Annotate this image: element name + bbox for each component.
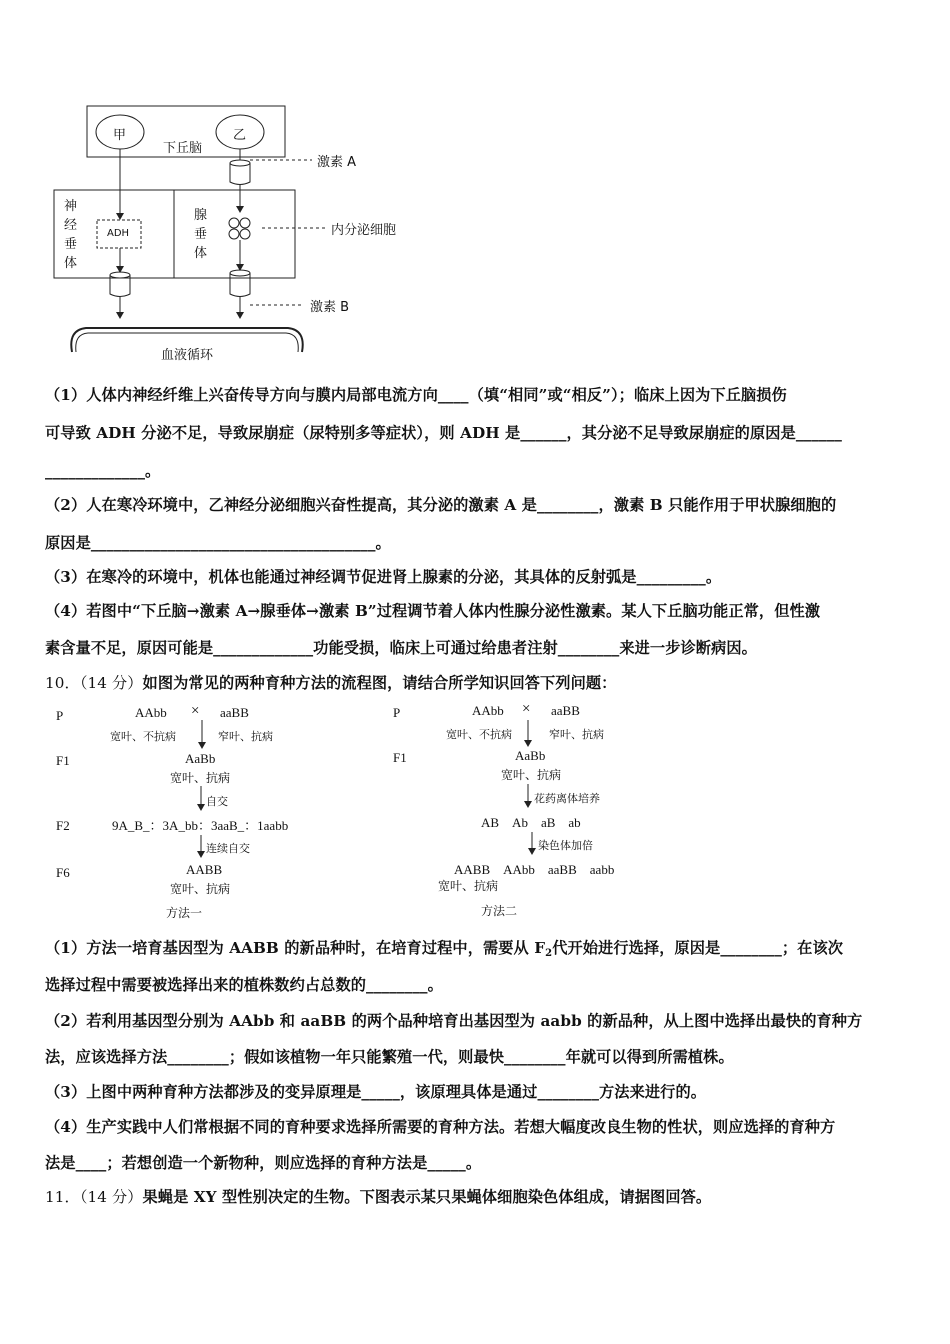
breeding-method-one-diagram <box>50 700 350 925</box>
q9-part2-line1: （2）人在寒冷环境中，乙神经分泌细胞兴奋性提高，其分泌的激素 A 是________，激素 B 只能作用于甲状腺细胞的 <box>45 496 837 514</box>
q9-part1-line2: 可导致 ADH 分泌不足，导致尿崩症（尿特别多等症状），则 ADH 是______，其分泌不足导致尿崩症的原因是______ <box>45 424 842 442</box>
m1-f6-label: F6 <box>56 865 70 880</box>
m2-f1-label: F1 <box>393 750 407 765</box>
m1-step-continuous-selfing: 连续自交 <box>206 842 250 855</box>
q10-number: 10． <box>45 674 80 692</box>
q10-stem: 如图为常见的两种育种方法的流程图，请结合所学知识回答下列问题： <box>142 674 617 692</box>
q11-number: 11． <box>45 1188 80 1206</box>
m1-f2-ratio: 9A_B_：3A_bb：3aaB_：1aabb <box>112 818 289 833</box>
m1-p-label: P <box>56 708 64 723</box>
m1-step-selfing: 自交 <box>206 795 228 808</box>
q10-part2-line1: （2）若利用基因型分别为 AAbb 和 aaBB 的两个品种培育出基因型为 aabb 的新品种，从上图中选择出最快的育种方 <box>45 1012 863 1030</box>
q10-part1-line1-sub: 2 <box>545 948 553 959</box>
m2-step-anther-culture: 花药离体培养 <box>534 792 600 805</box>
m1-trait1: 宽叶、不抗病 <box>110 730 176 743</box>
m2-title: 方法二 <box>481 904 518 918</box>
yi-label: 乙 <box>233 128 247 143</box>
q10-part2-line2: 法，应该选择方法________；假如该植物一年只能繁殖一代，则最快________年就可以得到所需植株。 <box>45 1048 734 1066</box>
q9-part3-line1: （3）在寒冷的环境中，机体也能通过神经调节促进肾上腺素的分泌，其具体的反射弧是_________。 <box>45 568 722 586</box>
m2-trait2: 窄叶、抗病 <box>549 728 604 741</box>
m1-parent2: aaBB <box>220 705 249 720</box>
q10-header <box>45 672 616 693</box>
q9-part1-line3: _____________。 <box>45 462 161 480</box>
neurohypophysis-label: 神经垂体 <box>64 199 78 271</box>
hormone-regulation-diagram <box>50 100 430 365</box>
jia-label: 甲 <box>113 128 127 143</box>
q10-part1-line1 <box>45 937 843 959</box>
q11-stem: 果蝇是 XY 型性别决定的生物。下图表示某只果蝇体细胞染色体组成，请据图回答。 <box>142 1188 712 1206</box>
m1-cross-sign: × <box>191 703 200 719</box>
q10-part3-line1: （3）上图中两种育种方法都涉及的变异原理是_____，该原理具体是通过________方法来进行的。 <box>45 1083 707 1101</box>
m2-haploid-genotypes: AB Ab aB ab <box>481 815 581 830</box>
hormone-b-label: 激素 B <box>310 300 350 315</box>
m1-parent1: AAbb <box>135 705 167 720</box>
breeding-method-two-diagram <box>388 700 648 925</box>
m1-f1-label: F1 <box>56 753 70 768</box>
m1-f6-trait: 宽叶、抗病 <box>170 882 231 896</box>
m1-f1-trait: 宽叶、抗病 <box>170 771 231 785</box>
m1-title: 方法一 <box>166 906 203 920</box>
hormone-a-label: 激素 A <box>317 155 357 170</box>
m2-diploid-genotypes: AABB AAbb aaBB aabb <box>454 862 615 877</box>
m1-f2-label: F2 <box>56 818 70 833</box>
q11-score: （14 分） <box>79 1188 143 1206</box>
q10-part1-line2: 选择过程中需要被选择出来的植株数约占总数的________。 <box>45 976 443 994</box>
q9-part4-line1: （4）若图中“下丘脑→激素 A→腺垂体→激素 B”过程调节着人体内性腺分泌性激素。某人下丘脑功能正常，但性激 <box>45 602 821 620</box>
q11-header <box>45 1186 711 1207</box>
q9-part1-line1: （1）人体内神经纤维上兴奋传导方向与膜内局部电流方向____（填“相同”或“相反”）；临床上因为下丘脑损伤 <box>45 386 787 404</box>
m2-step-chromosome-doubling: 染色体加倍 <box>538 839 593 852</box>
q10-part1-line1-b: 代开始进行选择，原因是________；在该次 <box>552 939 844 957</box>
q9-part4-line2: 素含量不足，原因可能是_____________功能受损，临床上可通过给患者注射________来进一步诊断病因。 <box>45 639 757 657</box>
m2-parent1: AAbb <box>472 703 504 718</box>
m1-f1-genotype: AaBb <box>185 751 216 766</box>
q10-part1-line1-a: （1）方法一培育基因型为 AABB 的新品种时，在培育过程中，需要从 F <box>45 939 546 957</box>
m2-trait1: 宽叶、不抗病 <box>446 728 512 741</box>
q10-part4-line1: （4）生产实践中人们常根据不同的育种要求选择所需要的育种方法。若想大幅度改良生物的性状，则应选择的育种方 <box>45 1118 836 1136</box>
m1-trait2: 窄叶、抗病 <box>218 730 273 743</box>
q10-score: （14 分） <box>79 674 143 692</box>
m2-f1-genotype: AaBb <box>515 748 546 763</box>
m2-parent2: aaBB <box>551 703 580 718</box>
m2-result-trait: 宽叶、抗病 <box>438 879 499 893</box>
q10-part4-line2: 法是____；若想创造一个新物种，则应选择的育种方法是_____。 <box>45 1154 482 1172</box>
q9-part2-line2: 原因是_____________________________________。 <box>45 534 391 552</box>
m2-cross-sign: × <box>522 701 531 717</box>
blood-circulation-label: 血液循环 <box>161 348 214 363</box>
m1-f6-genotype: AABB <box>186 862 223 877</box>
endocrine-cell-label: 内分泌细胞 <box>331 223 397 238</box>
adh-label: ADH <box>107 228 130 239</box>
adenohypophysis-label: 腺垂体 <box>194 208 208 261</box>
m2-f1-trait: 宽叶、抗病 <box>501 768 562 782</box>
hypothalamus-label: 下丘脑 <box>163 141 203 156</box>
m2-p-label: P <box>393 705 401 720</box>
